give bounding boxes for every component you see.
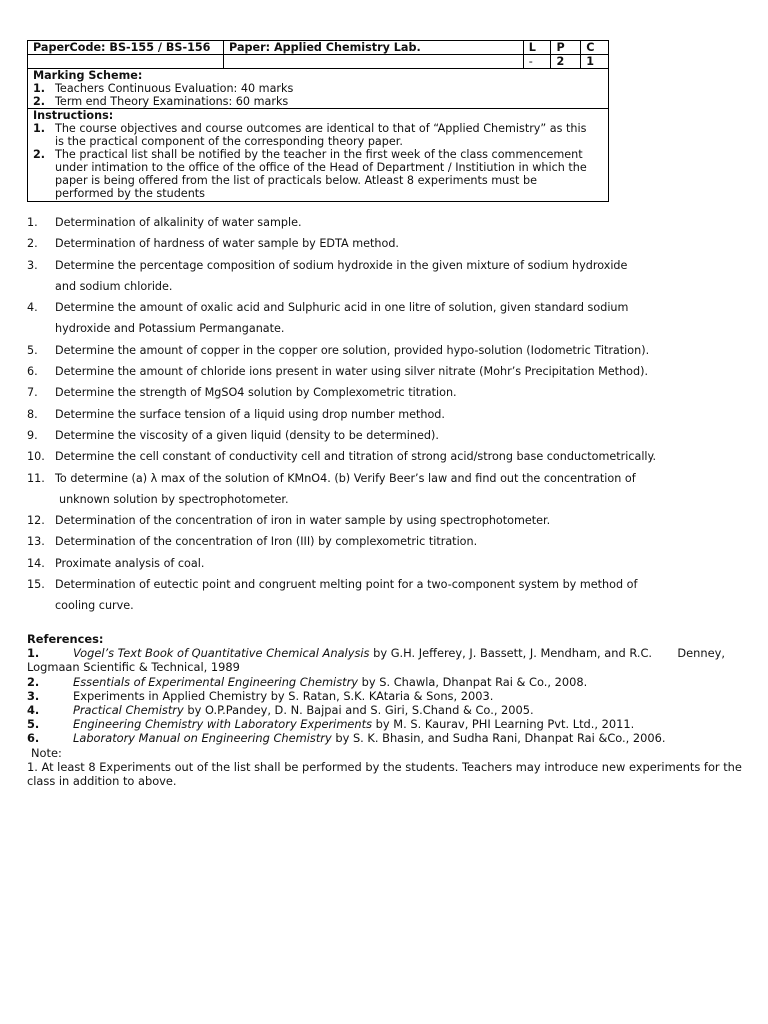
- experiment-text: Determine the strength of MgSO4 solution by Complexometric titration.: [55, 386, 457, 400]
- reference-number: 5.: [27, 717, 40, 732]
- list-item: [27, 468, 707, 489]
- reference-title: Essentials of Experimental Engineering Chemistry: [73, 674, 359, 689]
- c-value: 1: [581, 55, 609, 69]
- experiment-text: Determine the surface tension of a liquid using drop number method.: [55, 407, 445, 421]
- reference-details: by M. S. Kaurav, PHI Learning Pvt. Ltd., 2011.: [372, 717, 635, 732]
- list-item: [27, 297, 707, 318]
- experiment-number: 1.: [27, 216, 38, 229]
- note-text: 1. At least 8 Experiments out of the list shall be performed by the students. Teachers may introduce new experiments for the class in addition to above.: [27, 759, 742, 789]
- empty-cell: [28, 55, 224, 69]
- reference-title: Laboratory Manual on Engineering Chemistry: [73, 731, 332, 746]
- list-item: [27, 361, 707, 382]
- paper-code: PaperCode: BS-155 / BS-156: [28, 41, 224, 55]
- experiment-number: 15.: [27, 578, 45, 592]
- experiment-text: Determination of the concentration of iron in water sample by using spectrophotometer.: [55, 514, 551, 528]
- list-item: [27, 233, 707, 254]
- instructions-cell: [28, 109, 609, 202]
- l-label: L: [523, 41, 551, 55]
- experiment-text: Determination of the concentration of Iron (III) by complexometric titration.: [55, 535, 478, 549]
- experiment-number: 9.: [27, 428, 38, 442]
- experiment-text-continued: hydroxide and Potassium Permanganate.: [55, 322, 285, 336]
- note-label: Note:: [31, 745, 62, 760]
- list-item-continuation: [27, 489, 707, 510]
- experiment-text-continued: and sodium chloride.: [55, 279, 173, 293]
- list-item-continuation: [27, 595, 707, 616]
- reference-details: by O.P.Pandey, D. N. Bajpai and S. Giri, S.Chand & Co., 2005.: [183, 703, 534, 718]
- experiment-text: Determine the percentage composition of sodium hydroxide in the given mixture of sodium hydroxide: [55, 258, 628, 272]
- empty-cell: [224, 55, 524, 69]
- list-item: [27, 425, 707, 446]
- marking-scheme-cell: [28, 69, 609, 109]
- list-item: [27, 340, 707, 361]
- experiment-number: 7.: [27, 386, 38, 400]
- experiment-text: Determination of hardness of water sample by EDTA method.: [55, 237, 399, 251]
- reference-item: [27, 646, 757, 660]
- list-item: [27, 510, 707, 531]
- references-title: References:: [27, 632, 104, 646]
- reference-number: 1.: [27, 646, 40, 661]
- reference-details: by G.H. Jefferey, J. Bassett, J. Mendham, and R.C. Denney,: [369, 646, 725, 661]
- list-item: [27, 382, 707, 403]
- reference-details: by S. Chawla, Dhanpat Rai & Co., 2008.: [358, 674, 588, 689]
- paper-name: Paper: Applied Chemistry Lab.: [224, 41, 524, 55]
- experiments-list: [27, 212, 707, 617]
- experiment-text-continued: unknown solution by spectrophotometer.: [59, 492, 289, 506]
- reference-details-continued: Logmaan Scientific & Technical, 1989: [27, 660, 240, 675]
- marking-scheme-title: Marking Scheme:: [33, 69, 143, 82]
- list-item: [27, 404, 707, 425]
- reference-number: 3.: [27, 688, 40, 703]
- marking-scheme-list: [33, 82, 603, 108]
- list-item-continuation: [27, 276, 707, 297]
- reference-item: [27, 689, 757, 703]
- l-value: -: [523, 55, 551, 69]
- reference-number: 2.: [27, 674, 40, 689]
- reference-item: [27, 675, 757, 689]
- experiment-text: Determine the amount of oxalic acid and Sulphuric acid in one litre of solution, given standard sodium: [55, 301, 629, 315]
- experiment-number: 6.: [27, 365, 38, 379]
- experiment-text: Proximate analysis of coal.: [55, 556, 205, 570]
- experiment-text-continued: cooling curve.: [55, 599, 134, 613]
- experiment-number: 12.: [27, 514, 45, 528]
- list-item-continuation: [27, 318, 707, 339]
- experiment-text: Determine the viscosity of a given liquid (density to be determined).: [55, 428, 439, 442]
- reference-item: [27, 703, 757, 717]
- list-item: 1. Teachers Continuous Evaluation: 40 marks: [33, 82, 294, 95]
- list-item: [27, 574, 707, 595]
- list-item: 1. The course objectives and course outcomes are identical to that of “Applied Chemistry” as this is the practical component of the corresponding theory paper.: [33, 122, 587, 148]
- list-item: [27, 446, 707, 467]
- experiment-text: To determine (a) λ max of the solution of KMnO4. (b) Verify Beer’s law and find out the concentration of: [55, 471, 636, 485]
- reference-details: by S. K. Bhasin, and Sudha Rani, Dhanpat Rai &Co., 2006.: [331, 731, 666, 746]
- course-header-table: [27, 40, 609, 202]
- reference-title: Practical Chemistry: [73, 703, 184, 718]
- list-item: 2. Term end Theory Examinations: 60 marks: [33, 95, 289, 108]
- experiment-number: 2.: [27, 237, 38, 251]
- experiment-text: Determine the amount of chloride ions present in water using silver nitrate (Mohr’s Precipitation Method).: [55, 365, 649, 379]
- experiment-text: Determine the cell constant of conductivity cell and titration of strong acid/strong base conductometrically.: [55, 450, 657, 464]
- c-label: C: [581, 41, 609, 55]
- list-item: [27, 255, 707, 276]
- experiment-text: Determination of eutectic point and congruent melting point for a two-component system by method of: [55, 578, 638, 592]
- instructions-list: [33, 122, 603, 200]
- experiment-number: 3.: [27, 258, 38, 272]
- p-label: P: [551, 41, 581, 55]
- reference-title: Engineering Chemistry with Laboratory Experiments: [73, 717, 373, 732]
- references-list: [27, 646, 757, 745]
- list-item: 2. The practical list shall be notified by the teacher in the first week of the class commencement under intimation to the office of the office of the Head of Department / Institiution in which the paper is being offered from the list of practicals below. Atleast 8 experiments must be performed by the students: [33, 148, 587, 200]
- experiment-text: Determine the amount of copper in the copper ore solution, provided hypo-solution (Iodometric Titration).: [55, 343, 650, 357]
- experiment-number: 5.: [27, 343, 38, 357]
- reference-number: 6.: [27, 731, 40, 746]
- experiment-number: 11.: [27, 471, 45, 485]
- reference-item: [27, 717, 757, 731]
- experiment-number: 10.: [27, 450, 45, 464]
- reference-number: 4.: [27, 703, 40, 718]
- list-item: [27, 531, 707, 552]
- list-item: [27, 212, 707, 233]
- experiment-number: 8.: [27, 407, 38, 421]
- reference-item: [27, 731, 757, 745]
- reference-title: Vogel’s Text Book of Quantitative Chemical Analysis: [73, 646, 370, 661]
- list-item: [27, 553, 707, 574]
- references-section: [27, 632, 757, 788]
- instructions-title: Instructions:: [33, 109, 114, 122]
- experiment-number: 4.: [27, 301, 38, 315]
- experiment-number: 14.: [27, 556, 45, 570]
- experiment-text: Determination of alkalinity of water sample.: [55, 216, 302, 229]
- p-value: 2: [551, 55, 581, 69]
- reference-details: Experiments in Applied Chemistry by S. Ratan, S.K. KAtaria & Sons, 2003.: [73, 688, 494, 703]
- experiment-number: 13.: [27, 535, 45, 549]
